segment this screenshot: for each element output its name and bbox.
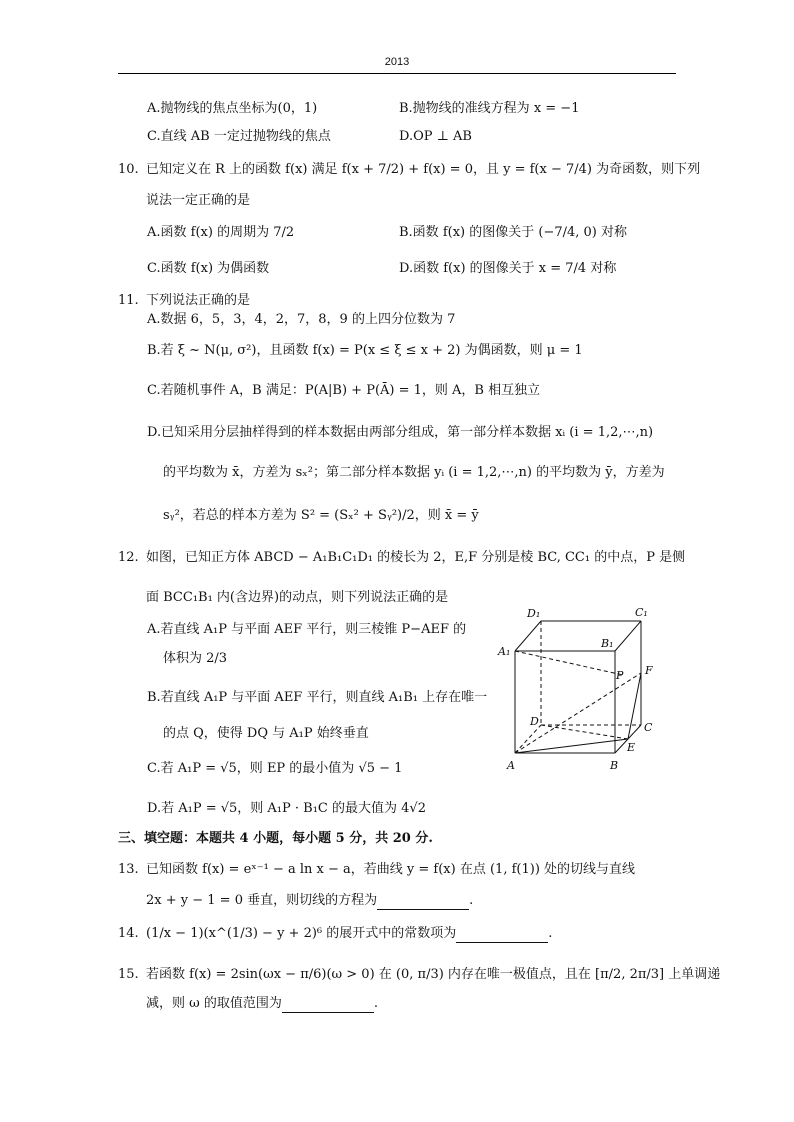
label-a1: A₁ — [498, 645, 511, 658]
q11-option-a: A.数据 6，5，3，4，2，7，8，9 的上四分位数为 7 — [147, 312, 456, 327]
q13-line2-text: 2x + y − 1 = 0 垂直，则切线的方程为 — [146, 893, 378, 908]
q14-line1-text: (1/x − 1)(x^(1/3) − y + 2)⁶ 的展开式中的常数项为 — [146, 926, 457, 941]
segment-e-f — [628, 673, 641, 739]
q12-stem-line2: 面 BCC₁B₁ 内(含边界)的动点，则下列说法正确的是 — [146, 590, 449, 605]
q12-option-d: D.若 A₁P = √5，则 A₁P · B₁C 的最大值为 4√2 — [147, 801, 426, 816]
q11-option-d-line3: sᵧ²，若总的样本方差为 S² = (Sₓ² + Sᵧ²)/2，则 x̄ = ȳ — [163, 508, 479, 523]
q12-number: 12. — [118, 550, 139, 565]
label-f: F — [645, 664, 653, 677]
q10-option-d: D.函数 f(x) 的图像关于 x = 7/4 对称 — [399, 261, 617, 276]
q10-option-c: C.函数 f(x) 为偶函数 — [147, 261, 270, 276]
q15-number: 15. — [118, 967, 139, 982]
q12-option-a-line2: 体积为 2/3 — [163, 651, 228, 666]
label-d1: D₁ — [527, 607, 541, 620]
q15-line1: 若函数 f(x) = 2sin(ωx − π/6)(ω > 0) 在 (0, π/3) 内存在唯一极值点，且在 [π/2, 2π/3] 上单调递 — [146, 967, 721, 982]
label-p: P — [616, 669, 624, 682]
q14-line1 — [146, 925, 552, 943]
label-e: E — [627, 741, 636, 754]
q9-option-c: C.直线 AB 一定过抛物线的焦点 — [147, 129, 331, 144]
q11-option-b: B.若 ξ ~ N(μ, σ²)，且函数 f(x) = P(x ≤ ξ ≤ x + 2) 为偶函数，则 μ = 1 — [147, 343, 583, 358]
q11-stem: 下列说法正确的是 — [146, 293, 251, 308]
q13-line1: 已知函数 f(x) = eˣ⁻¹ − a ln x − a，若曲线 y = f(x) 在点 (1, f(1)) 处的切线与直线 — [146, 862, 636, 877]
q12-option-b-line2: 的点 Q，使得 DQ 与 A₁P 始终垂直 — [163, 726, 369, 741]
q15-end: . — [373, 996, 379, 1011]
section-3-title: 三、填空题：本题共 4 小题，每小题 5 分，共 20 分. — [118, 831, 433, 846]
q12-option-a-line1: A.若直线 A₁P 与平面 AEF 平行，则三棱锥 P−AEF 的 — [147, 622, 467, 637]
cube-figure — [495, 603, 665, 778]
q15-answer-blank[interactable] — [282, 1000, 374, 1013]
q9-option-a: A.抛物线的焦点坐标为(0，1) — [147, 101, 318, 116]
q12-stem-line1: 如图，已知正方体 ABCD − A₁B₁C₁D₁ 的棱长为 2，E,F 分别是棱 BC, CC₁ 的中点，P 是侧 — [146, 550, 686, 565]
label-a: A — [507, 759, 515, 772]
q11-option-c: C.若随机事件 A，B 满足：P(A|B) + P(Ā) = 1，则 A，B 相互独立 — [147, 383, 541, 398]
q13-answer-blank[interactable] — [377, 897, 469, 910]
q11-option-d-line1: D.已知采用分层抽样得到的样本数据由两部分组成，第一部分样本数据 xᵢ (i = 1,2,⋯,n) — [147, 425, 654, 440]
q13-number: 13. — [118, 862, 139, 877]
q10-option-b: B.函数 f(x) 的图像关于 (−7/4, 0) 对称 — [399, 225, 627, 240]
segment-a-e — [515, 739, 628, 753]
label-c1: C₁ — [635, 606, 648, 619]
q13-end: . — [469, 893, 474, 908]
edge-a1-d1 — [515, 621, 541, 651]
q9-option-b: B.抛物线的准线方程为 x = −1 — [399, 101, 580, 116]
q11-option-d-line2: 的平均数为 x̄，方差为 sₓ²；第二部分样本数据 yᵢ (i = 1,2,⋯,n) 的平均数为 ȳ，方差为 — [163, 465, 665, 480]
q15-line2-text: 减，则 ω 的取值范围为 — [146, 996, 282, 1011]
q13-line2 — [146, 892, 473, 910]
q10-number: 10. — [118, 162, 139, 177]
header-rule — [118, 73, 676, 74]
label-b1: B₁ — [601, 637, 614, 650]
edge-b1-c1 — [615, 621, 641, 651]
label-d: D — [530, 715, 539, 728]
q14-answer-blank[interactable] — [456, 930, 548, 943]
q14-end: . — [548, 926, 553, 941]
q10-option-a: A.函数 f(x) 的周期为 7/2 — [147, 225, 295, 240]
q12-option-b-line1: B.若直线 A₁P 与平面 AEF 平行，则直线 A₁B₁ 上存在唯一 — [147, 690, 488, 705]
q11-number: 11. — [118, 293, 139, 308]
segment-a-f — [515, 673, 641, 753]
q15-line2 — [146, 995, 378, 1013]
q10-stem-line1: 已知定义在 R 上的函数 f(x) 满足 f(x + 7/2) + f(x) = 0，且 y = f(x − 7/4) 为奇函数，则下列 — [146, 162, 701, 177]
label-c: C — [644, 721, 653, 734]
q12-option-c: C.若 A₁P = √5，则 EP 的最小值为 √5 − 1 — [147, 761, 403, 776]
page-header-year: 2013 — [384, 56, 410, 68]
label-b: B — [610, 759, 619, 772]
q10-stem-line2: 说法一定正确的是 — [146, 193, 251, 208]
segment-a1-p — [515, 651, 623, 675]
edge-a-d — [515, 725, 541, 753]
q9-option-d: D.OP ⊥ AB — [399, 129, 472, 144]
q14-number: 14. — [118, 926, 139, 941]
